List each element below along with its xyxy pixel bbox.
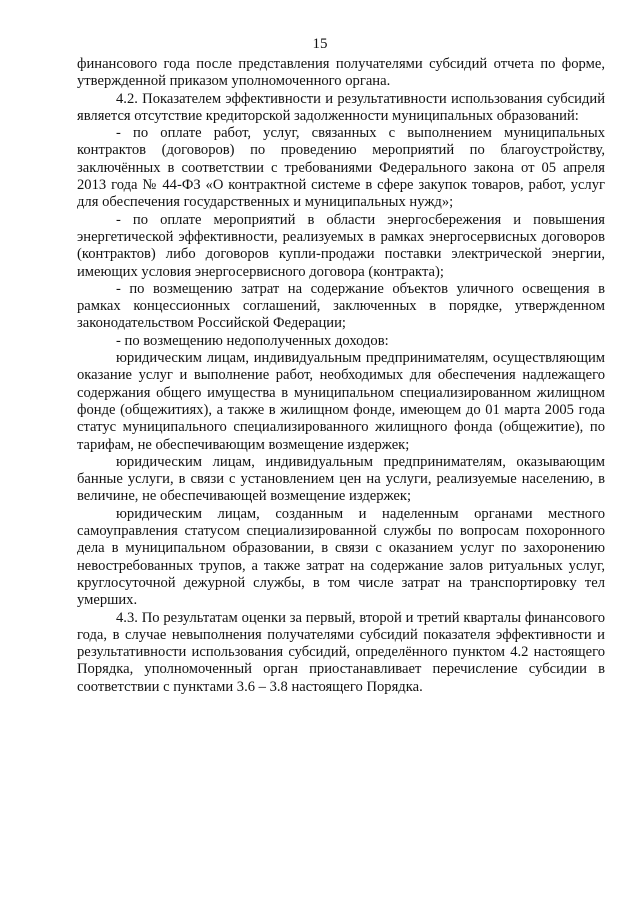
document-body (77, 56, 605, 696)
subitem-funeral-service: юридическим лицам, созданным и наделенным органами местного самоуправления статусом специализированной службы по вопросам похоронного дела в муниципальном образовании, в связи с оказанием услуг по захоронению невостребованных трупов, а также затрат на содержание залов ритуальных услуг, круглосуточной дежурной службы, в том числе затрат на транспортировку тел умерших. (77, 505, 605, 609)
paragraph-continuation: финансового года после представления получателями субсидий отчета по форме, утвержденной приказом уполномоченного органа. (77, 56, 605, 90)
list-item-street-lighting: - по возмещению затрат на содержание объектов уличного освещения в рамках концессионных соглашений, заключенных в порядке, утвержденном законодательством Российской Федерации; (77, 280, 605, 332)
paragraph-4-2: 4.2. Показателем эффективности и результативности использования субсидий является отсутствие кредиторской задолженности муниципальных образований: (77, 90, 605, 124)
list-item-contracts: - по оплате работ, услуг, связанных с выполнением муниципальных контрактов (договоров) по проведению мероприятий по благоустройству, заключённых в соответствии с требованиями Федерального закона от 05 апреля 2013 года № 44-ФЗ «О контрактной системе в сфере закупок товаров, работ, услуг для обеспечения государственных и муниципальных нужд»; (77, 125, 605, 211)
list-item-lost-income: - по возмещению недополученных доходов: (116, 332, 389, 349)
subitem-dormitories: юридическим лицам, индивидуальным предпринимателям, осуществляющим оказание услуг и выполнение работ, необходимых для обеспечения надлежащего содержания общего имущества в муниципальном специализированном жилищном фонде (общежитиях), а также в жилищном фонде, имеющем до 01 марта 2005 года статус муниципального специализированного жилищного фонда (общежитие), по тарифам, не обеспечивающим возмещение издержек; (77, 350, 605, 453)
page-number: 15 (312, 36, 328, 52)
list-item-energy-saving: - по оплате мероприятий в области энергосбережения и повышения энергетической эффективности, реализуемых в рамках энергосервисных договоров (контрактов) либо договоров купли-продажи поставки электрической энергии, имеющих условия энергосервисного договора (контракта); (77, 211, 605, 280)
subitem-bath-services: юридическим лицам, индивидуальным предпринимателям, оказывающим банные услуги, в связи с установлением цен на услуги, реализуемые населению, в величине, не обеспечивающей возмещение издержек; (77, 453, 605, 505)
paragraph-4-3: 4.3. По результатам оценки за первый, второй и третий кварталы финансового года, в случае невыполнения получателями субсидий показателя эффективности и результативности использования субсидий, определённого пунктом 4.2 настоящего Порядка, уполномоченный орган приостанавливает перечисление субсидии в соответствии с пунктами 3.6 – 3.8 настоящего Порядка. (77, 609, 605, 695)
